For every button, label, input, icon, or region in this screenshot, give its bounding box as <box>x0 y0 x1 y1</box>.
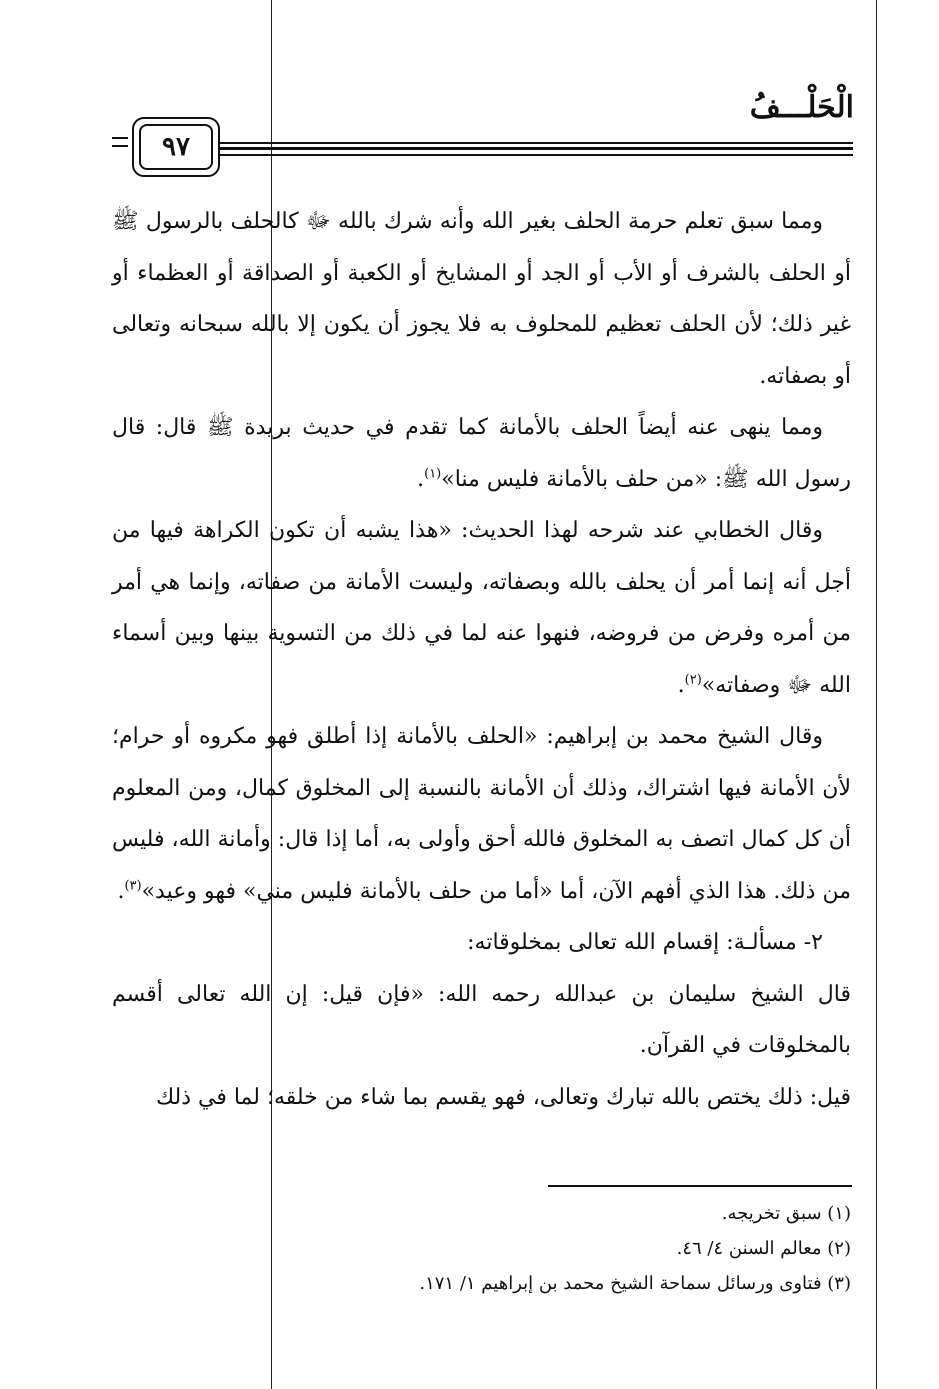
header-ornament <box>112 137 128 157</box>
paragraph-3-text: وقال الخطابي عند شرحه لهذا الحديث: «هذا يشبه أن تكون الكراهة فيها من أجل أنه إنما أمر أن يحلف بالله وبصفاته، وليست الأمانة من صفاته، وإنما هي أمر من أمره وفرض من فروضه، فنهوا عنه لما في ذلك من التسوية بينها وبين أسماء الله ﷻ وصفاته» <box>112 518 851 698</box>
page-body <box>112 196 851 1123</box>
paragraph-2-end: . <box>417 466 425 492</box>
header-rule-bottom <box>220 154 853 156</box>
paragraph-4 <box>112 711 851 917</box>
header-rule-middle <box>220 147 853 150</box>
footnote-ref-2: (٢) <box>684 672 702 688</box>
running-header-title: الْحَلْـــفُ <box>749 90 854 125</box>
footnotes <box>200 1196 851 1301</box>
footnote-2: (٢) معالم السنن ٤/ ٤٦. <box>676 1238 851 1259</box>
footnote-separator <box>548 1185 852 1187</box>
footnote-ref-3: (٣) <box>124 878 142 894</box>
section-heading: ٢- مسألـة: إقسام الله تعالى بمخلوقاته: <box>467 930 823 955</box>
scan-line-right <box>876 0 877 1389</box>
footnote-ref-1: (١) <box>424 466 442 482</box>
paragraph-6: قال الشيخ سليمان بن عبدالله رحمه الله: «فإن قيل: إن الله تعالى أقسم بالمخلوقات في القرآن. <box>112 981 851 1058</box>
paragraph-2 <box>112 402 851 505</box>
paragraph-2-text: ومما ينهى عنه أيضاً الحلف بالأمانة كما تقدم في حديث بريدة ﷺ قال: قال رسول الله ﷺ: «من حلف بالأمانة فليس منا» <box>112 415 851 492</box>
page-number-box <box>132 117 220 177</box>
paragraph-3-end: . <box>677 672 685 698</box>
paragraph-4-end: . <box>117 878 125 904</box>
header-rule-top <box>220 142 853 144</box>
footnote-1: (١) سبق تخريجه. <box>721 1203 851 1224</box>
footnote-3: (٣) فتاوى ورسائل سماحة الشيخ محمد بن إبراهيم ١/ ١٧١. <box>419 1273 851 1294</box>
paragraph-3 <box>112 505 851 711</box>
page-number: ٩٧ <box>139 124 213 170</box>
paragraph-4-text: وقال الشيخ محمد بن إبراهيم: «الحلف بالأمانة إذا أطلق فهو مكروه أو حرام؛ لأن الأمانة فيها اشتراك، وذلك أن الأمانة بالنسبة إلى المخلوق كمال، ومن المعلوم أن كل كمال اتصف به المخلوق فالله أحق وأولى به، أما إذا قال: وأمانة الله، فليس من ذلك. هذا الذي أفهم الآن، أما «أما من حلف بالأمانة فليس مني» فهو وعيد» <box>112 724 851 904</box>
paragraph-7: قيل: ذلك يختص بالله تبارك وتعالى، فهو يقسم بما شاء من خلقه؛ لما في ذلك <box>155 1084 851 1110</box>
paragraph-1: ومما سبق تعلم حرمة الحلف بغير الله وأنه شرك بالله ﷻ كالحلف بالرسول ﷺ أو الحلف بالشرف أو الأب أو الجد أو المشايخ أو الكعبة أو الصداقة أو العظماء أو غير ذلك؛ لأن الحلف تعظيم للمحلوف به فلا يجوز أن يكون إلا بالله سبحانه وتعالى أو بصفاته. <box>112 209 851 389</box>
